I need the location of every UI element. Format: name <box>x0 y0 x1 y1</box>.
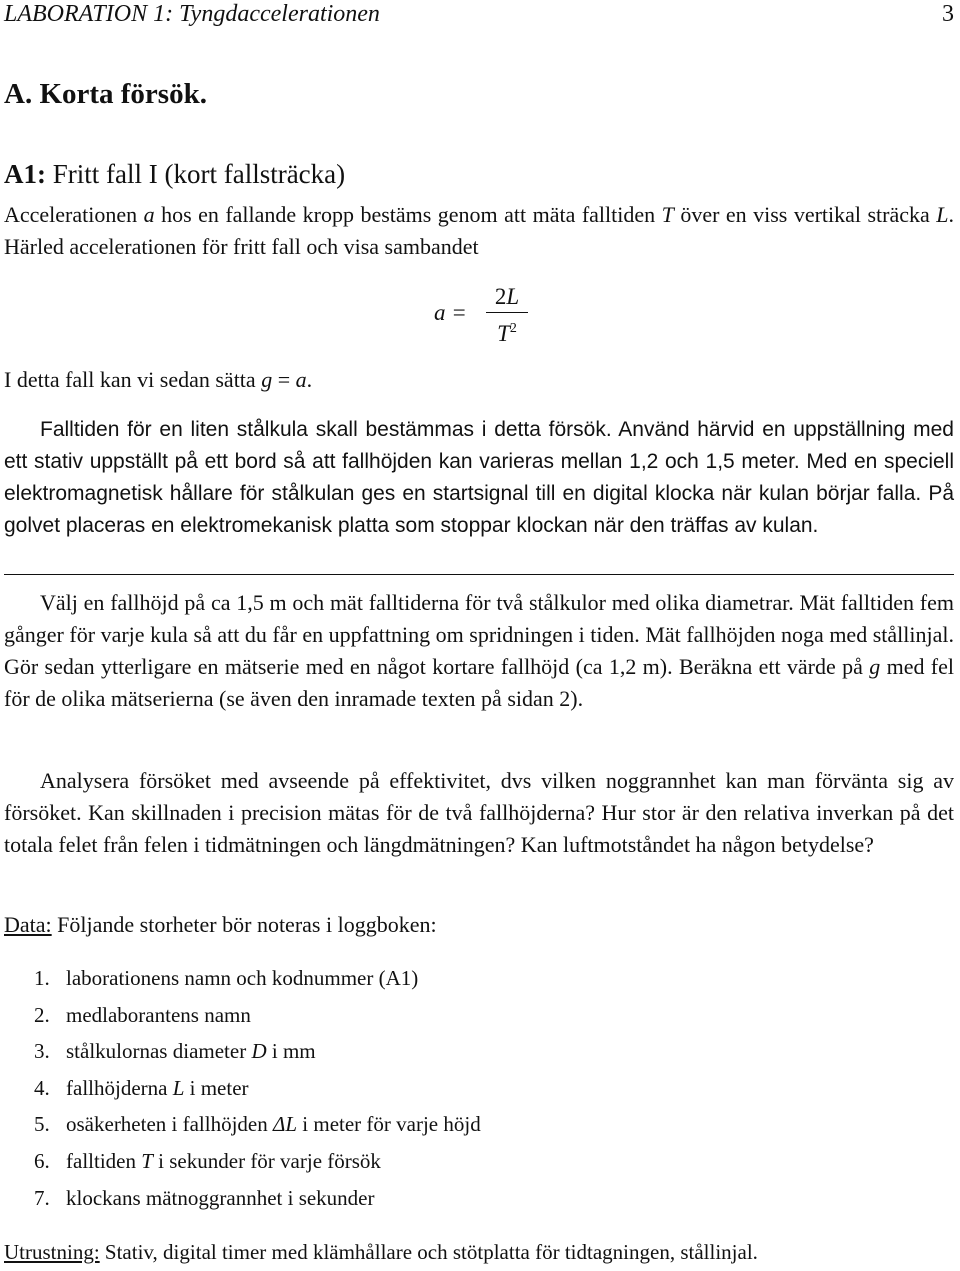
list-item: 7. klockans mätnoggrannhet i sekunder <box>34 1185 375 1210</box>
subsection-title: Fritt fall I (kort fallsträcka) <box>46 159 346 189</box>
page-number: 3 <box>942 1 954 27</box>
list-item: 3. stålkulornas diameter D i mm <box>34 1039 316 1064</box>
var-L: L <box>936 202 949 227</box>
equipment-label: Utrustning: <box>4 1240 100 1264</box>
setup-sentence-3: På golvet placeras en elektromekanisk platta som stoppar klockan när den träffas av kulan. <box>4 482 954 537</box>
subsection-label: A1: <box>4 159 46 189</box>
data-label: Data: <box>4 912 52 937</box>
var-T: T <box>661 202 674 227</box>
equipment-line <box>4 1236 954 1268</box>
equation-numerator: 2L <box>494 284 520 309</box>
list-item: 1. laborationens namn och kodnummer (A1) <box>34 966 419 990</box>
running-header <box>4 0 954 32</box>
section-heading: A. Korta försök. <box>4 78 207 110</box>
setup-sentence-2: Med en speciell elektromagnetisk hållare för stålkulan ges en startsignal till en digital klocka när kulan börjar falla. <box>4 450 954 505</box>
equation-fraction <box>488 282 526 350</box>
intro-paragraph: Accelerationen a hos en fallande kropp bestäms genom att mäta falltiden T över en viss vertikal sträcka L. Härled accelerationen för fritt fall och visa sambandet <box>4 202 954 259</box>
running-title: LABORATION 1: Tyngdaccelerationen <box>4 1 380 27</box>
var-a: a <box>143 202 155 227</box>
data-intro-text: Följande storheter bör noteras i loggboken: <box>51 912 437 937</box>
subsection-heading <box>4 158 345 190</box>
equation-denominator: $T^2$ <box>497 321 517 346</box>
list-item: 6. falltiden T i sekunder för varje försök <box>34 1148 381 1173</box>
list-item: 4. fallhöjderna L i meter <box>34 1075 249 1100</box>
data-intro <box>4 909 954 941</box>
setup-paragraph <box>4 414 954 542</box>
equation-lhs: a = <box>434 300 467 325</box>
equipment-text: Stativ, digital timer med klämhållare och stötplatta för tidtagningen, stållinjal. <box>99 1240 758 1264</box>
list-item: 5. osäkerheten i fallhöjden ΔL i meter för varje höjd <box>34 1112 481 1137</box>
horizontal-rule <box>4 574 954 575</box>
g-equals-a-line: I detta fall kan vi sedan sätta g = a. <box>4 367 313 392</box>
list-item: 2. medlaborantens namn <box>34 1002 251 1027</box>
analysis-paragraph: Analysera försöket med avseende på effektivitet, dvs vilken noggrannhet kan man förvänta sig av försöket. Kan skillnaden i precision mätas för de två fallhöjderna? Hur stor är den relativa inverkan på det totala felet från felen i tidmätningen och längdmätningen? Kan luftmotståndet ha någon betydelse? <box>4 768 954 857</box>
data-list <box>34 962 481 1218</box>
setup-sentence-1: Falltiden för en liten stålkula skall bestämmas i detta försök. Använd härvid en uppställning med ett stativ uppställt på ett bord så att fallhöjden kan varieras mellan 1,2 och 1,5 meter. <box>4 418 954 473</box>
procedure-paragraph: Välj en fallhöjd på ca 1,5 m och mät falltiderna för två stålkulor med olika diametrar. Mät falltiden fem gånger för varje kula så att du får en uppfattning om spridningen i tiden. Mät fallhöjden noga med stållinjal. Gör sedan ytterligare en mätserie med en något kortare fallhöjd (ca 1,2 m). Beräkna ett värde på g med fel för de olika mätserierna (se även den inramade texten på sidan 2). <box>4 590 954 711</box>
